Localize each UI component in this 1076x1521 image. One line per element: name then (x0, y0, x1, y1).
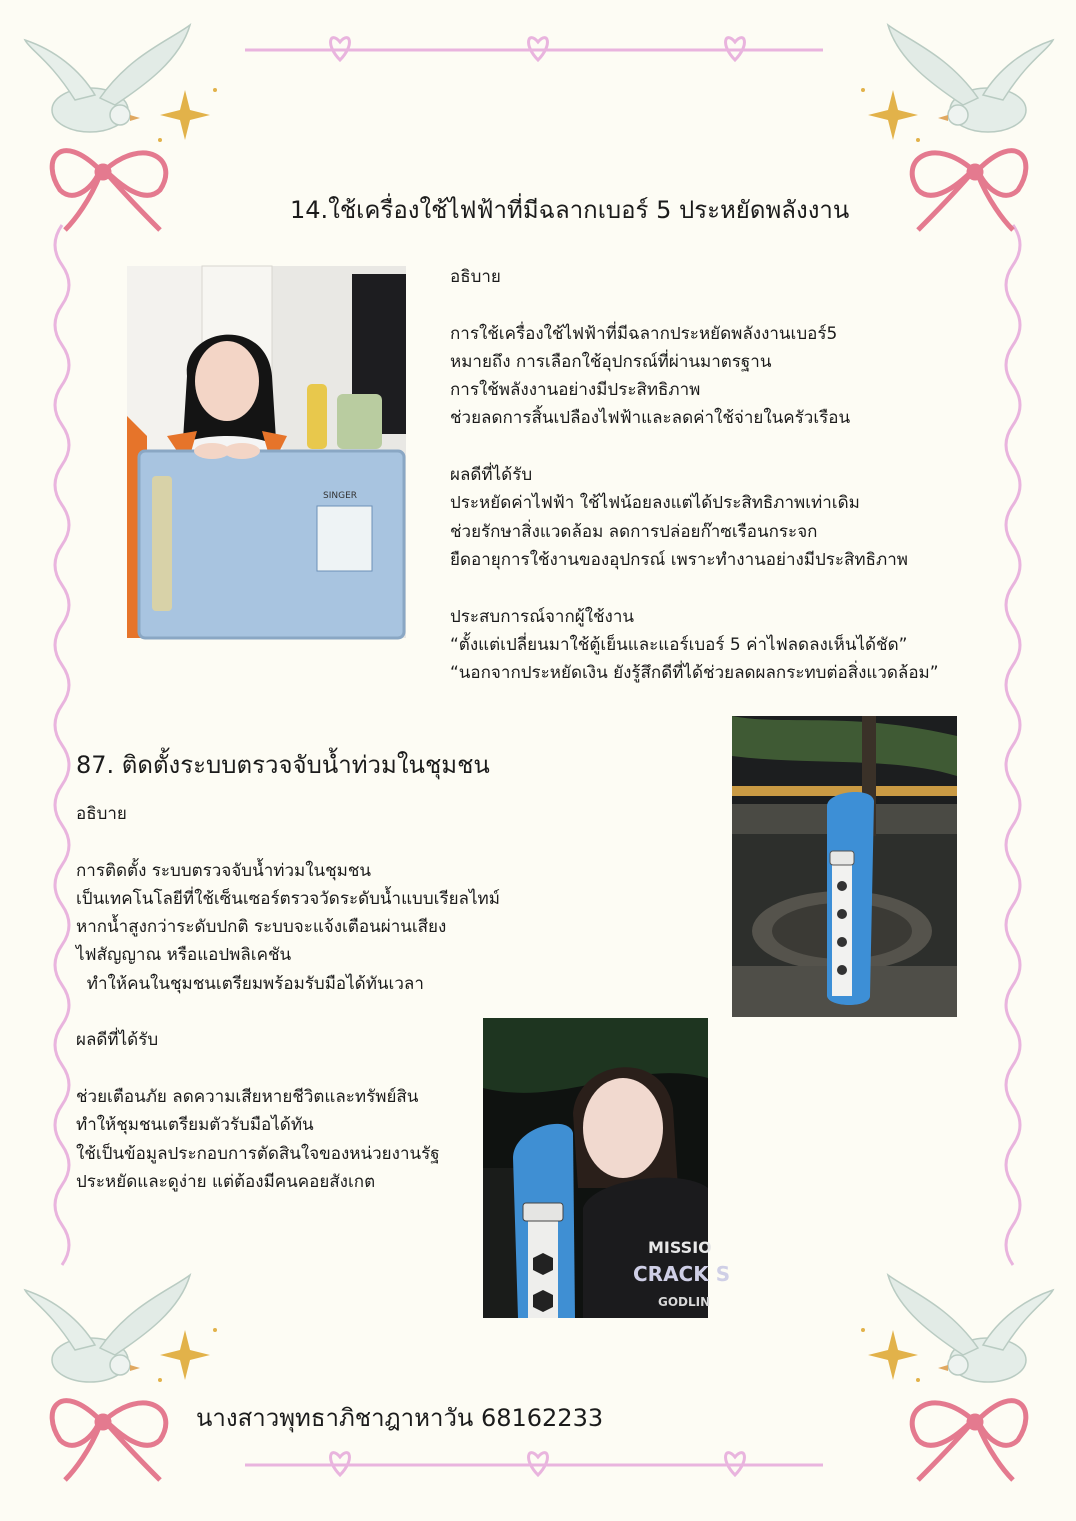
section2-title: 87. ติดตั้งระบบตรวจจับน้ำท่วมในชุมชน (76, 751, 490, 779)
text-line: ช่วยลดการสิ้นเปลืองไฟฟ้าและลดค่าใช้จ่ายในครัวเรือน (450, 408, 851, 429)
text-line: ทำให้คนในชุมชนเตรียมพร้อมรับมือได้ทันเวลา (76, 973, 424, 994)
sparkle-icon (861, 1328, 920, 1382)
text-line: ใช้เป็นข้อมูลประกอบการตัดสินใจของหน่วยงานรัฐ (76, 1143, 440, 1164)
text-line: หมายถึง การเลือกใช้อุปกรณ์ที่ผ่านมาตรฐาน (450, 351, 772, 372)
fridge-brand-label: SINGER (323, 491, 358, 501)
text-line: อธิบาย (450, 267, 501, 287)
text-line (450, 574, 939, 602)
text-line (76, 1055, 500, 1083)
text-line (450, 433, 939, 461)
text-line: ช่วยรักษาสิ่งแวดล้อม ลดการปล่อยก๊าซเรือนกระจก (450, 521, 818, 542)
fridge-photo (127, 266, 406, 638)
corner-ornament-top-right (838, 20, 1058, 240)
text-line: ประหยัดและดูง่าย แต่ต้องมีคนคอยสังเกต (76, 1171, 376, 1192)
text-line: การใช้พลังงานอย่างมีประสิทธิภาพ (450, 380, 701, 401)
text-line: ประหยัดค่าไฟฟ้า ใช้ไฟน้อยลงแต่ได้ประสิทธิภาพเท่าเดิม (450, 493, 860, 514)
section2-text (76, 800, 500, 1196)
text-line: “ตั้งแต่เปลี่ยนมาใช้ตู้เย็นและแอร์เบอร์ 5 ค่าไฟลดลงเห็นได้ชัด” (450, 634, 908, 655)
text-line: ยืดอายุการใช้งานของอุปกรณ์ เพราะทำงานอย่างมีประสิทธิภาพ (450, 549, 908, 570)
text-line: อธิบาย (76, 804, 127, 824)
ribbon-icon (52, 151, 166, 230)
selfie-sensor-photo (483, 1018, 731, 1318)
ribbon-icon (912, 1401, 1026, 1480)
text-line: การใช้เครื่องใช้ไฟฟ้าที่มีฉลากประหยัดพลังงานเบอร์5 (450, 323, 838, 344)
sparkle-icon (861, 88, 920, 142)
shirt-text-1: MISSIO (648, 1238, 712, 1257)
shirt-text-2: CRACK S (633, 1262, 731, 1286)
ribbon-icon (912, 151, 1026, 230)
text-line: ทำให้ชุมชนเตรียมตัวรับมือได้ทัน (76, 1115, 314, 1136)
ribbon-icon (52, 1401, 166, 1480)
sparkle-icon (158, 1328, 217, 1382)
corner-ornament-bottom-left (20, 1270, 240, 1490)
author-name: นางสาวพุทธาภิชาฎาหาวัน 68162233 (196, 1404, 604, 1432)
text-line: ช่วยเตือนภัย ลดความเสียหายชีวิตและทรัพย์สิน (76, 1086, 419, 1107)
flood-sensor-photo (732, 716, 957, 1017)
sparkle-icon (158, 88, 217, 142)
text-line: หากน้ำสูงกว่าระดับปกติ ระบบจะแจ้งเตือนผ่านเสียง (76, 917, 447, 938)
corner-ornament-bottom-right (838, 1270, 1058, 1490)
text-line: การติดตั้ง ระบบตรวจจับน้ำท่วมในชุมชน (76, 860, 372, 881)
text-line: “นอกจากประหยัดเงิน ยังรู้สึกดีที่ได้ช่วยลดผลกระทบต่อสิ่งแวดล้อม” (450, 663, 939, 684)
section1-text (450, 263, 939, 687)
text-line: เป็นเทคโนโลยีที่ใช้เซ็นเซอร์ตรวจวัดระดับน้ำแบบเรียลไทม์ (76, 888, 500, 909)
dove-icon (25, 1275, 190, 1382)
text-line: ไฟสัญญาณ หรือแอปพลิเคชัน (76, 945, 292, 966)
text-line: ประสบการณ์จากผู้ใช้งาน (450, 606, 635, 627)
text-line: ผลดีที่ได้รับ (76, 1030, 159, 1051)
text-line (76, 998, 500, 1026)
shirt-text-3: GODLIN (658, 1295, 711, 1309)
text-line (450, 291, 939, 319)
text-line: ผลดีที่ได้รับ (450, 465, 533, 486)
dove-icon (888, 1275, 1053, 1382)
section1-title: 14.ใช้เครื่องใช้ไฟฟ้าที่มีฉลากเบอร์ 5 ประหยัดพลังงาน (290, 196, 850, 224)
text-line (76, 828, 500, 856)
corner-ornament-top-left (20, 20, 240, 240)
